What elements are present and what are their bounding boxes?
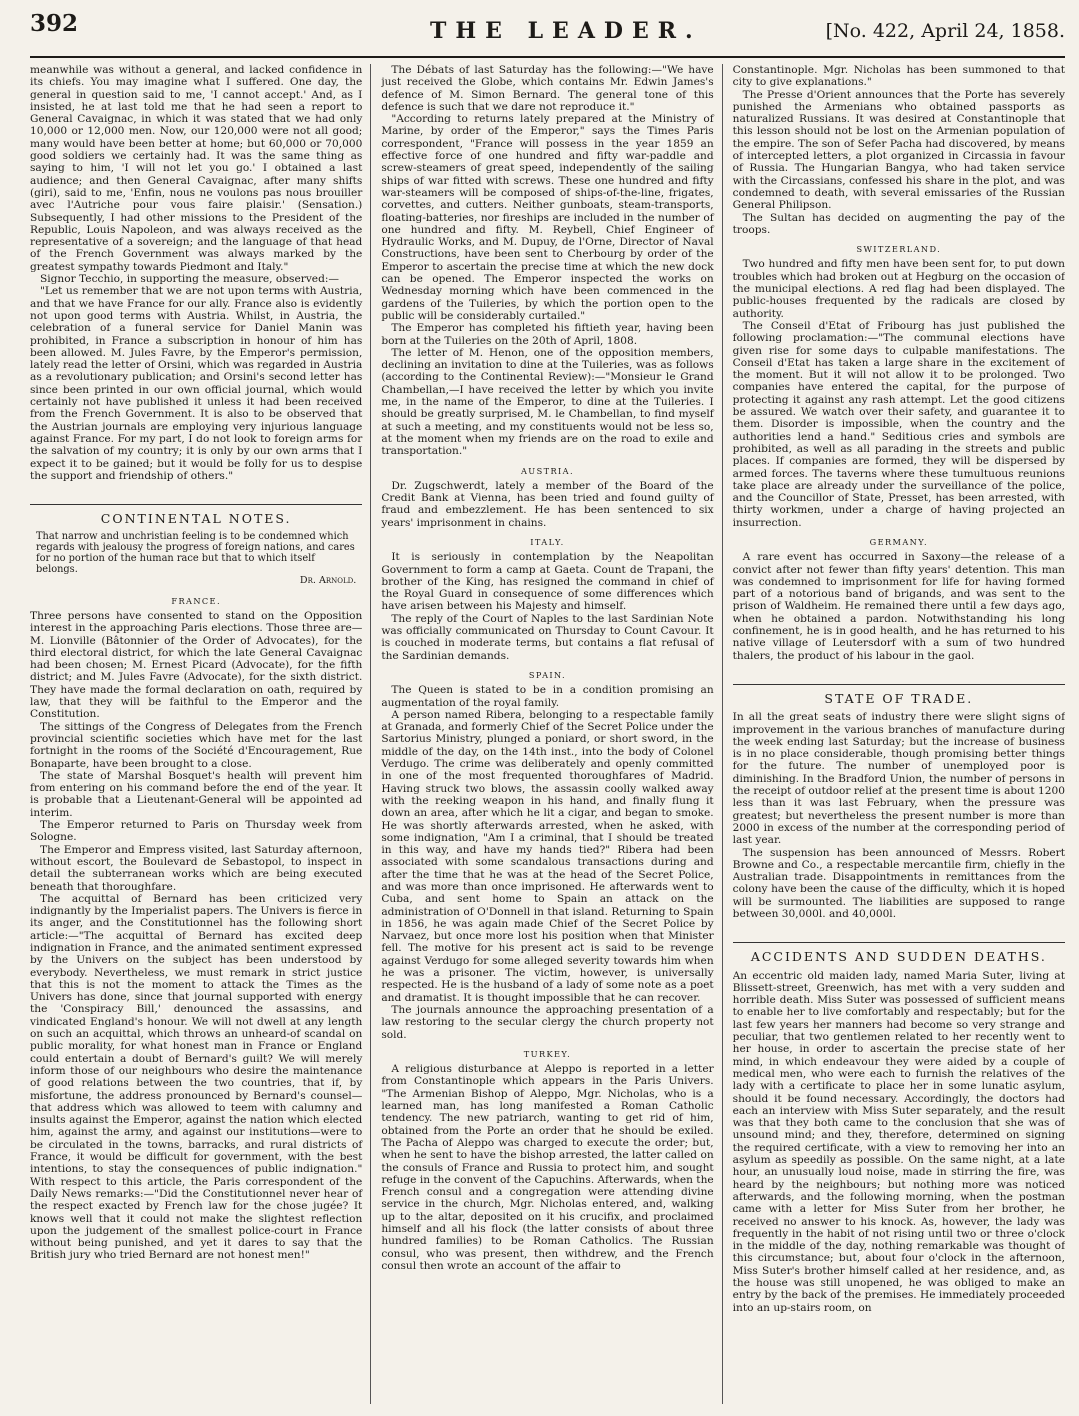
- subhead-austria: AUSTRIA.: [520, 465, 574, 476]
- paragraph: It is seriously in contemplation by the Neapolitan Government to form a camp at Gaeta. Count de Trapani, the brother of the King, has resigned the command in chief of the Royal Guard in consequence of some differences which have arisen between his Majesty and himself.: [381, 551, 714, 613]
- issue-info: [No. 422, April 24, 1858.: [825, 20, 1065, 42]
- paragraph: A rare event has occurred in Saxony—the release of a convict after not fewer than fifty years' detention. This man was condemned to imprisonment for life for having formed part of a notorious band of brigands, and was sent to the prison of Waldheim. He remained there until a few days ago, when he obtained a pardon. Notwithstanding his long confinement, he is in good health, and he has returned to his native village of Leutersdorf with a sum of two hundred thalers, the product of his labour in the gaol.: [732, 551, 1065, 662]
- paragraph: "Let us remember that we are not upon terms with Austria, and that we have France for our ally. France also is evidently not upon good terms with Austria. Whilst, in Austria, the celebration of a funeral service for Daniel Manin was prohibited, in France a subscription in honour of him has been allowed. M. Jules Favre, by the Emperor's permission, lately read the letter of Orsini, which was regarded in Austria as a revolutionary publication; and Orsini's second letter has since been printed in our own official journal, which would certainly not have published it unless it had been received from the French Government. It is also to be observed that the Austrian journals are employing very injurious language against France. For my part, I do not look to foreign arms for the salvation of my country; it is only by our own arms that I expect it to be gained; but it would be folly for us to despise the support and friendship of others.": [30, 285, 363, 482]
- paragraph: The Conseil d'Etat of Fribourg has just published the following proclamation:—"The communal elections have given rise for some days to culpable manifestations. The Conseil d'Etat has taken a large share in the excitement of the moment. But it will not allow it to be prolonged. Two companies have entered the capital, for the purpose of protecting it against any rash attempt. Let the good citizens be assured. We watch over their safety, and guarantee it to them. Disorder is impossible, when the country and the authorities lend a hand." Seditious cries and symbols are prohibited, as well as all parading in the streets and public places. If companies are formed, they will be dispersed by armed forces. The taverns where these tumultuous reunions take place are already under the surveillance of the police, and the Councillor of State, Presset, has been arrested, with thirty workmen, under a charge of having projected an insurrection.: [732, 319, 1065, 529]
- subhead-turkey: TURKEY.: [523, 1048, 572, 1059]
- section-title-state-of-trade: STATE OF TRADE.: [733, 684, 1065, 705]
- paragraph: "According to returns lately prepared at the Ministry of Marine, by order of the Emperor," says the Times Paris correspondent, "France will possess in the year 1859 an effective force of one hundred and fifty war-paddle and screw-steamers of great speed, independently of the sailing ships of war fitted with screws. These one hundred and fifty war-steamers will be composed of ships-of-the-line, frigates, corvettes, and cutters. Neither gunboats, steam-transports, floating-batteries, nor fireships are included in the number of one hundred and fifty. M. Reybell, Chief Engineer of Hydraulic Works, and M. Dupuy, de l'Orne, Director of Naval Constructions, have been sent to Cherbourg by order of the Emperor to ascertain the precise time at which the new dock can be opened. The Emperor inspected the works on Wednesday morning which have been commenced in the gardens of the Tuileries, by which the portion open to the public will be considerably curtailed.": [381, 113, 714, 322]
- paragraph: The acquittal of Bernard has been criticized very indignantly by the Imperialist papers. The Univers is fierce in its anger, and the Constitutionnel has the following short article:—"The acquittal of Bernard has excited deep indignation in France, and the animated sentiment expressed by the Univers on the subject has been understood by everybody. Nevertheless, we must remark in strict justice that this is not the moment to attack the Times as the Univers has done, since that journal supported with energy the 'Conspiracy Bill,' denounced the assassins, and vindicated England's honour. We will not dwell at any length on such an acquittal, which throws an unheard-of scandal on public morality, for what honest man in France or England could entertain a doubt of Bernard's guilt? We will merely inform those of our neighbours who desire the maintenance of good relations between the two countries, that if, by misfortune, the address pronounced by Bernard's counsel—that address which was allowed to teem with calumny and insults against the Emperor, against the nation which elected him, against the army, and against our institutions—were to be circulated in the towns, barracks, and rural districts of France, it would be difficult for government, with the best intentions, to stay the consequences of public indignation." With respect to this article, the Paris correspondent of the Daily News remarks:—"Did the Constitutionnel never hear of the respect exacted by French law for the chose jugée? It knows well that it could not make the slightest reflection upon the judgement of the smallest police-court in France without being punished, and yet it dares to say that the British jury who tried Bernard are not honest men!": [30, 892, 363, 1262]
- paragraph: The Débats of last Saturday has the following:—"We have just received the Globe, which contains Mr. Edwin James's defence of M. Simon Bernard. The general tone of this defence is such that we dare not reproduce it.": [381, 64, 714, 113]
- paragraph: Dr. Zugschwerdt, lately a member of the Board of the Credit Bank at Vienna, has been tried and found guilty of fraud and embezzlement. He has been sentenced to six years' imprisonment in chains.: [381, 479, 714, 529]
- subhead-spain: SPAIN.: [528, 669, 567, 680]
- paragraph: The sittings of the Congress of Delegates from the French provincial scientific societies which have met for the last fortnight in the rooms of the Société d'Encouragement, Rue Bonaparte, have been brought to a close.: [30, 720, 363, 770]
- column-3: [733, 64, 1065, 1404]
- paragraph: Signor Tecchio, in supporting the measure, observed:—: [40, 273, 340, 286]
- paragraph: The reply of the Court of Naples to the last Sardinian Note was officially communicated on Thursday to Count Cavour. It is couched in moderate terms, but contains a flat refusal of the Sardinian demands.: [381, 612, 714, 662]
- paragraph: The Queen is stated to be in a condition promising an augmentation of the royal family.: [381, 684, 714, 709]
- paragraph: meanwhile was without a general, and lacked confidence in its chiefs. You may imagine what I suffered. One day, the general in question said to me, 'I cannot accept.' And, as I insisted, he at last told me that he had seen a report to General Cavaignac, in which it was stated that we had only 10,000 or 12,000 men. Now, our 120,000 were not all good; many would have been better at home; but 60,000 or 70,000 good soldiers we certainly had. It was the same thing as saying to him, 'I will not let you go.' I obtained a last audience; and then General Cavaignac, after many shifts (giri), said to me, 'Enfin, nous ne voulons pas nous brouiller avec l'Autriche pour vous faire plaisir.' (Sensation.) Subsequently, I had other missions to the President of the Republic, Louis Napoleon, and was always received as the representative of a sovereign; and the language of that head of the French Government was always marked by the greatest sympathy towards Piedmont and Italy.": [30, 64, 363, 273]
- column-2: [381, 64, 722, 1404]
- subhead-france: FRANCE.: [171, 595, 221, 606]
- paragraph: In all the great seats of industry there were slight signs of improvement in the various branches of manufacture during the week ending last Saturday; but the increase of business is in no place considerable, though promising better things for the future. The number of unemployed poor is diminishing. In the Bradford Union, the number of persons in the receipt of outdoor relief at the present time is about 1200 less than it was last February, when the pressure was greatest; but nevertheless the present number is more than 2000 in excess of the number at the corresponding period of last year.: [732, 711, 1065, 847]
- paragraph: The Presse d'Orient announces that the Porte has severely punished the Armenians who obtained passports as naturalized Russians. It was desired at Constantinople that this lesson should not be lost on the Armenian population of the empire. The son of Sefer Pacha had discovered, by means of intercepted letters, a plot organized in Circassia in favour of Russia. The Hungarian Bangya, who had taken service with the Circassians, confessed his share in the plot, and was condemned to death, with several emissaries of the Russian General Philipson.: [732, 88, 1065, 212]
- epigraph-attribution: Dr. Arnold.: [299, 575, 357, 587]
- masthead: [30, 10, 1065, 58]
- subhead-germany: GERMANY.: [869, 536, 928, 547]
- paragraph: Three persons have consented to stand on the Opposition interest in the approaching Paris elections. Those three are—M. Lionville (Bâtonnier of the Order of Advocates), for the third electoral district, for which the late General Cavaignac had been chosen; M. Ernest Picard (Advocate), for the fifth district; and M. Jules Favre (Advocate), for the sixth district. They have made the formal declaration on oath, required by law, that they will be faithful to the Emperor and the Constitution.: [30, 609, 363, 721]
- newspaper-title: THE LEADER.: [430, 18, 702, 44]
- paragraph: Constantinople. Mgr. Nicholas has been summoned to that city to give explanations.": [732, 64, 1065, 89]
- paragraph: The Emperor has completed his fiftieth year, having been born at the Tuileries on the 20th of April, 1808.: [381, 322, 714, 347]
- paragraph: The journals announce the approaching presentation of a law restoring to the secular clergy the church property not sold.: [381, 1003, 714, 1041]
- paragraph: Two hundred and fifty men have been sent for, to put down troubles which had broken out at Hegburg on the occasion of the municipal elections. A red flag had been displayed. The public-houses frequented by the radicals are closed by authority.: [732, 258, 1065, 320]
- paragraph: The letter of M. Henon, one of the opposition members, declining an invitation to dine at the Tuileries, was as follows (according to the Continental Review):—"Monsieur le Grand Chambellan,—I have received the letter by which you invite me, in the name of the Emperor, to dine at the Tuileries. I should be greatly surprised, M. le Chambellan, to find myself at such a meeting, and my constituents would not be less so, at the moment when my friends are on the road to exile and transportation.": [381, 346, 714, 458]
- subhead-switzerland: SWITZERLAND.: [856, 244, 942, 255]
- paragraph: The state of Marshal Bosquet's health will prevent him from entering on his command before the end of the year. It is probable that a Lieutenant-General will be appointed ad interim.: [30, 769, 363, 819]
- paragraph: The suspension has been announced of Messrs. Robert Browne and Co., a respectable mercantile firm, chiefly in the Australian trade. Disappointments in remittances from the colony have been the cause of the difficulty, which it is hoped will be surmounted. The liabilities are supposed to range between 30,000l. and 40,000l.: [732, 846, 1065, 920]
- paragraph: The Emperor returned to Paris on Thursday week from Sologne.: [30, 819, 363, 844]
- paragraph: A person named Ribera, belonging to a respectable family at Granada, and formerly Chief of the Secret Police under the Sartorius Ministry, plunged a poniard, or short sword, in the middle of the day, on the 14th inst., into the body of Colonel Verdugo. The crime was deliberately and openly committed in one of the most frequented thoroughfares of Madrid. Having struck two blows, the assassin coolly walked away with the reeking weapon in his hand, and finally flung it down an area, after which he lit a cigar, and began to smoke. He was shortly afterwards arrested, when he asked, with some indignation, "Am I a criminal, that I should be treated in this way, and have my hands tied?" Ribera had been associated with some scandalous transactions during and after the time that he was at the head of the Secret Police, and was more than once imprisoned. He afterwards went to Cuba, and sent home to Spain an attack on the administration of O'Donnell in that island. Returning to Spain in 1856, he was again made Chief of the Secret Police by Narvaez, but once more lost his position when that Minister fell. The motive for his present act is said to be revenge against Verdugo for some alleged severity towards him when he was a prisoner. The victim, however, is universally respected. He is the husband of a lady of some note as a poet and dramatist. It is thought impossible that he can recover.: [381, 708, 714, 1004]
- paragraph: The Sultan has decided on augmenting the pay of the troops.: [732, 211, 1065, 236]
- paragraph: A religious disturbance at Aleppo is reported in a letter from Constantinople which appears in the Paris Univers. "The Armenian Bishop of Aleppo, Mgr. Nicholas, who is a learned man, has long manifested a Roman Catholic tendency. The new patriarch, wanting to get rid of him, obtained from the Porte an order that he should be exiled. The Pacha of Aleppo was charged to execute the order; but, when he sent to have the bishop arrested, the latter called on the consuls of France and Russia to protect him, and sought refuge in the convent of the Capuchins. Afterwards, when the French consul and a congregation were attending divine service in the church, Mgr. Nicholas entered, and, walking up to the altar, deposited on it his crucifix, and proclaimed himself and all his flock (the latter consists of about three hundred families) to be Roman Catholics. The Russian consul, who was present, then withdrew, and the French consul then wrote an account of the affair to: [381, 1063, 714, 1272]
- paragraph: An eccentric old maiden lady, named Maria Suter, living at Blissett-street, Greenwich, has met with a very sudden and horrible death. Miss Suter was possessed of sufficient means to enable her to live comfortably and respectably; but for the last few years her manners had become so very strange and peculiar, that two gentlemen related to her recently went to her house, in order to ascertain the precise state of her mind, in which endeavour they were aided by a couple of medical men, who were each to furnish the relatives of the lady with a certificate to place her in some lunatic asylum, should it be found necessary. Accordingly, the doctors had each an interview with Miss Suter separately, and the result was that they both came to the conclusion that she was of unsound mind; and they, therefore, determined on signing the required certificate, with a view to removing her into an asylum as speedily as possible. On the same night, at a late hour, an unusually loud noise, made in stirring the fire, was heard by the neighbours; but nothing more was noticed afterwards, and the following morning, when the postman came with a letter for Miss Suter from her brother, he received no answer to his knock. As, however, the lady was frequently in the habit of not rising until two or three o'clock in the middle of the day, nothing remarkable was thought of this circumstance; but, about four o'clock in the afternoon, Miss Suter's brother himself called at her residence, and, as the house was still unopened, he was obliged to make an entry by the back of the premises. He immediately proceeded into an up-stairs room, on: [732, 969, 1065, 1314]
- section-title-continental-notes: CONTINENTAL NOTES.: [30, 504, 362, 525]
- subhead-italy: ITALY.: [530, 536, 565, 547]
- section-title-accidents: ACCIDENTS AND SUDDEN DEATHS.: [733, 942, 1065, 963]
- page-number: 392: [30, 10, 79, 37]
- column-1: [30, 64, 371, 1404]
- epigraph: That narrow and unchristian feeling is to be condemned which regards with jealousy the progress of foreign nations, and cares for no portion of the human race but that to which itself belongs.: [36, 531, 355, 576]
- article-columns: [30, 64, 1065, 1404]
- paragraph: The Emperor and Empress visited, last Saturday afternoon, without escort, the Boulevard de Sebastopol, to inspect in detail the subterranean works which are being executed beneath that thoroughfare.: [30, 843, 363, 893]
